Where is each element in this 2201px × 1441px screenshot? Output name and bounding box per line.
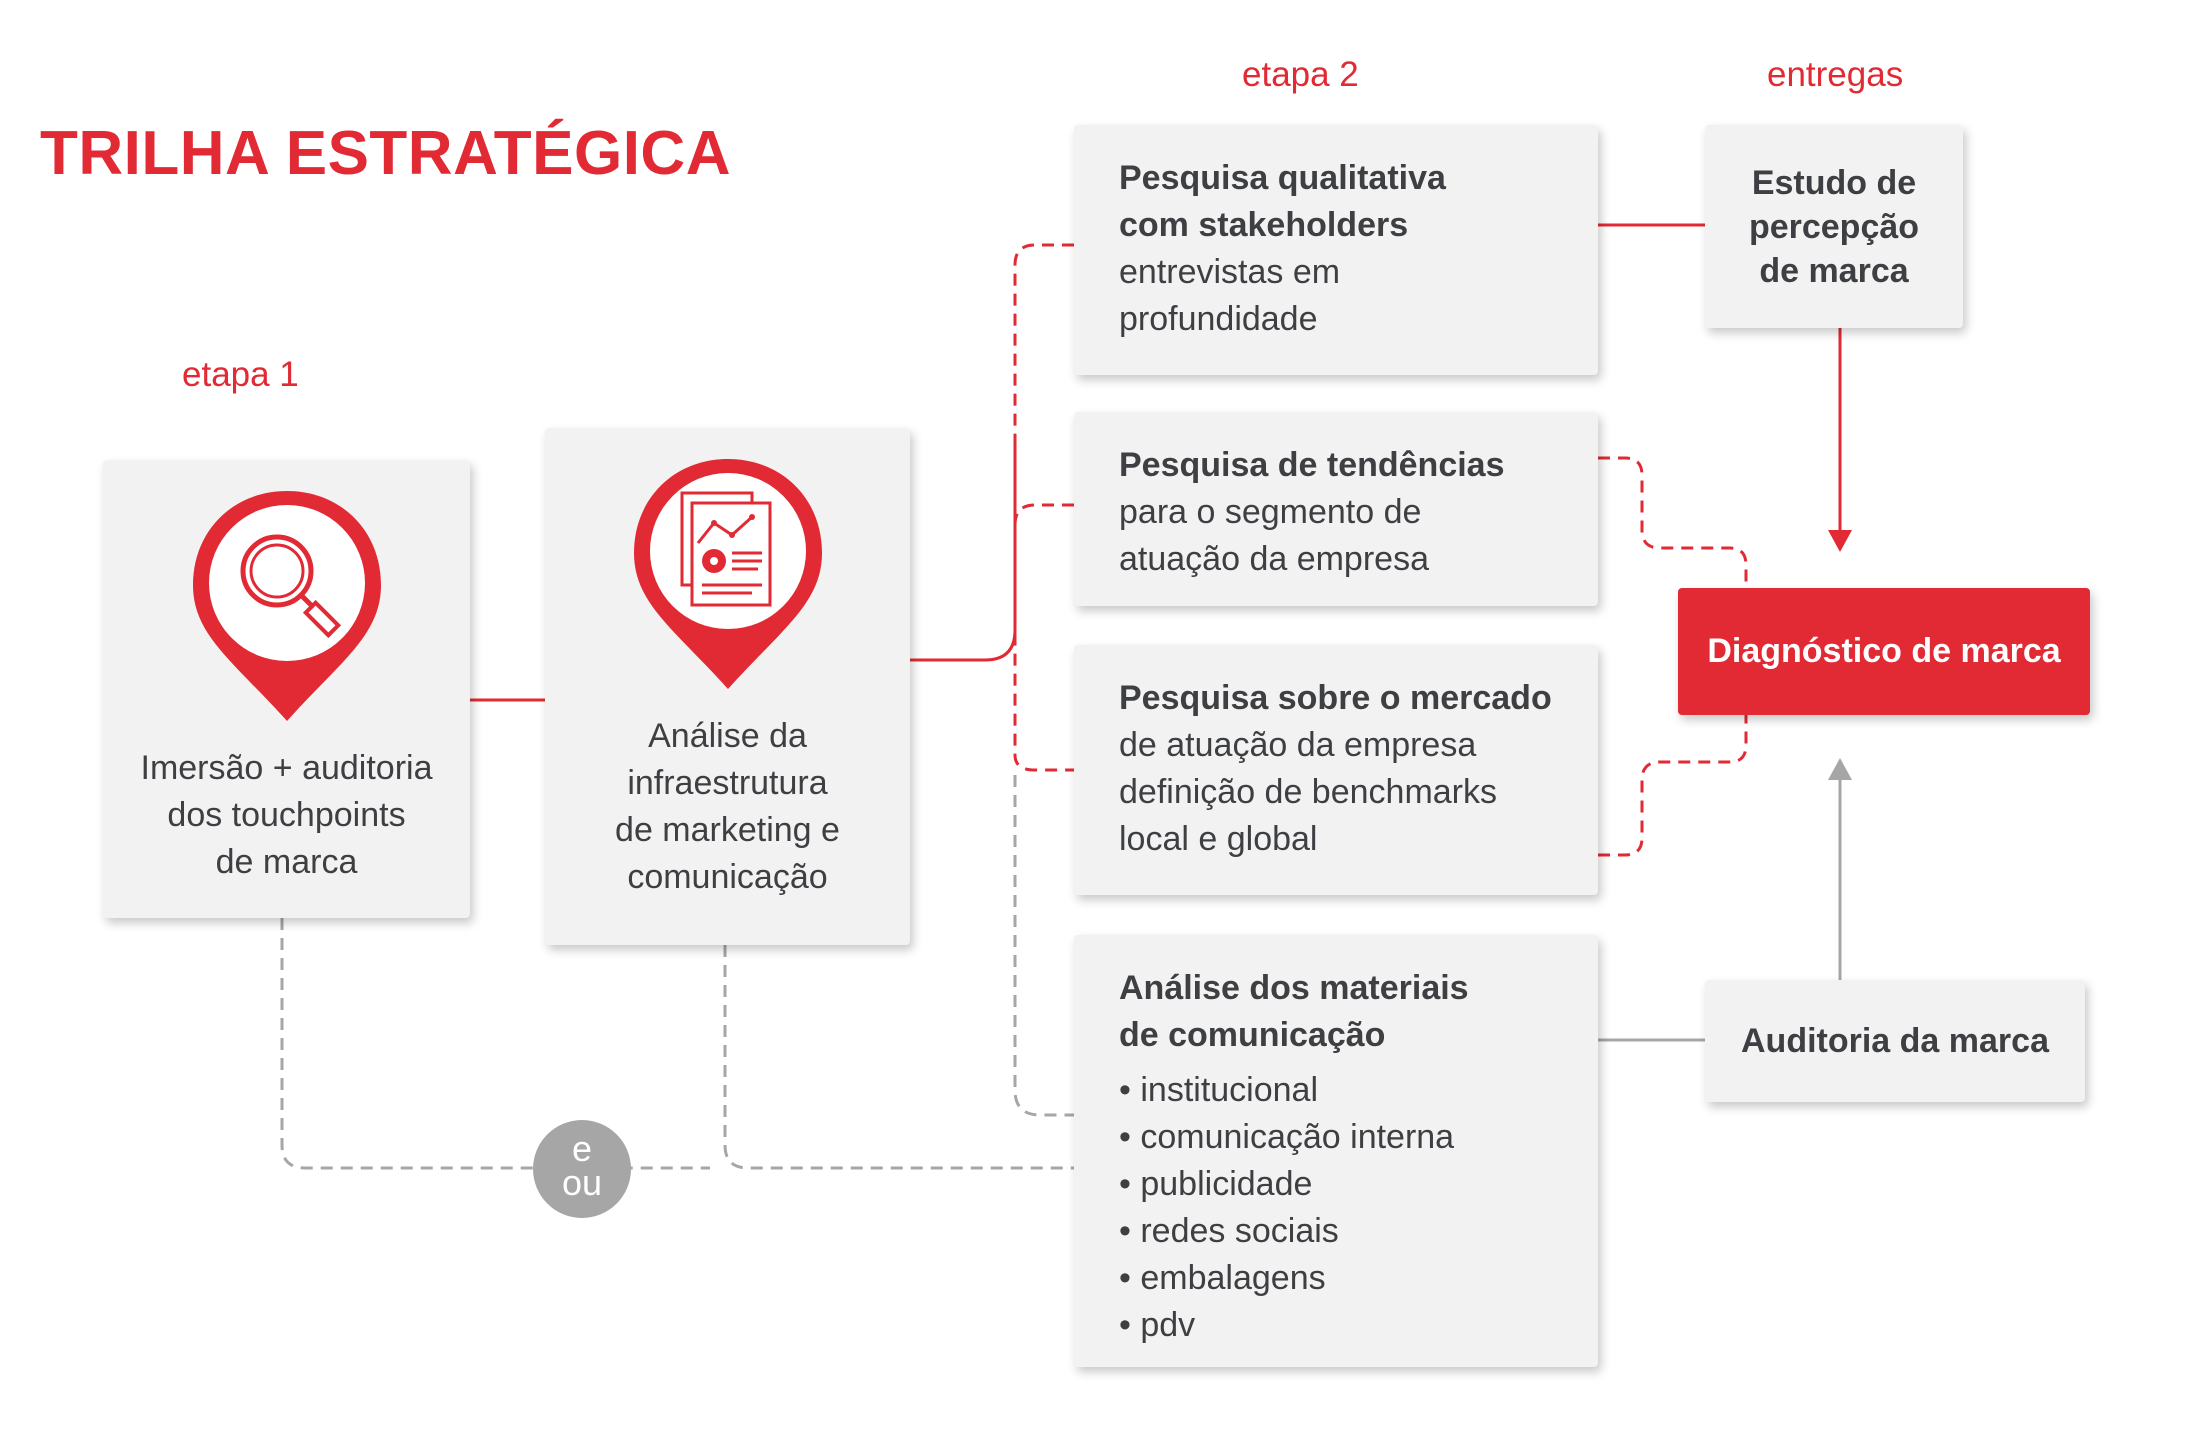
card-trends-research [1074,412,1598,606]
or-label: ou [561,1162,603,1203]
analysis-line-3: de marketing e [615,811,840,849]
card-market-research [1074,645,1598,895]
trends-sub-1: para o segmento de [1119,493,1422,531]
list-item: • pdv [1119,1302,1578,1349]
immersion-line-3: de marca [215,843,358,881]
report-document-icon [628,453,828,693]
qualitative-title-1: Pesquisa qualitativa [1119,159,1446,197]
card-brand-audit: Auditoria da marca [1705,980,2085,1102]
list-item: • publicidade [1119,1161,1578,1208]
trends-title: Pesquisa de tendências [1119,446,1505,484]
analysis-line-4: comunicação [627,858,828,896]
trends-sub-2: atuação da empresa [1119,540,1429,578]
analysis-line-2: infraestrutura [627,764,828,802]
card-immersion-audit [103,460,470,918]
dashed-market-diagnosis [1598,715,1746,855]
qualitative-sub-2: profundidade [1119,300,1318,338]
market-title: Pesquisa sobre o mercado [1119,679,1552,717]
perception-line-2: percepção [1748,207,1920,246]
dashed-trends [1015,505,1074,545]
perception-line-1: Estudo de [1751,163,1917,202]
deliverables-label: entregas [1767,55,1904,94]
materials-list [1119,1067,1578,1349]
brand-diagnosis-box: Diagnóstico de marca [1678,588,2090,715]
and-or-connector [533,1120,631,1218]
page-title: TRILHA ESTRATÉGICA [40,119,731,188]
and-label: e [571,1128,593,1169]
analysis-line-1: Análise da [648,717,807,755]
dashed-gray-immersion [282,918,710,1168]
arrow-head-down [1828,530,1852,552]
card-qualitative-research [1074,125,1598,375]
market-sub-2: definição de benchmarks [1119,773,1498,811]
materials-title-2: de comunicação [1119,1016,1386,1054]
arrow-head-up [1828,758,1852,780]
immersion-line-1: Imersão + auditoria [140,749,433,787]
connector-to-stage2 [910,440,1015,660]
list-item: • institucional [1119,1067,1578,1114]
materials-title-1: Análise dos materiais [1119,969,1469,1007]
stage-2-label: etapa 2 [1242,55,1359,94]
dashed-trends-diagnosis [1598,458,1746,588]
market-sub-1: de atuação da empresa [1119,726,1477,764]
dashed-gray-analysis [725,945,1074,1168]
list-item: • redes sociais [1119,1208,1578,1255]
immersion-line-2: dos touchpoints [167,796,406,834]
market-sub-3: local e global [1119,820,1318,858]
perception-line-3: de marca [1759,251,1909,290]
qualitative-title-2: com stakeholders [1119,206,1409,244]
stage-1-label: etapa 1 [182,355,299,394]
list-item: • comunicação interna [1119,1114,1578,1161]
qualitative-sub-1: entrevistas em [1119,253,1341,291]
dashed-gray-materials [1015,775,1074,1115]
card-perception-study [1705,125,1963,328]
card-infrastructure-analysis [545,428,910,945]
card-materials-analysis [1074,935,1598,1367]
list-item: • embalagens [1119,1255,1578,1302]
magnifier-icon [187,485,387,725]
